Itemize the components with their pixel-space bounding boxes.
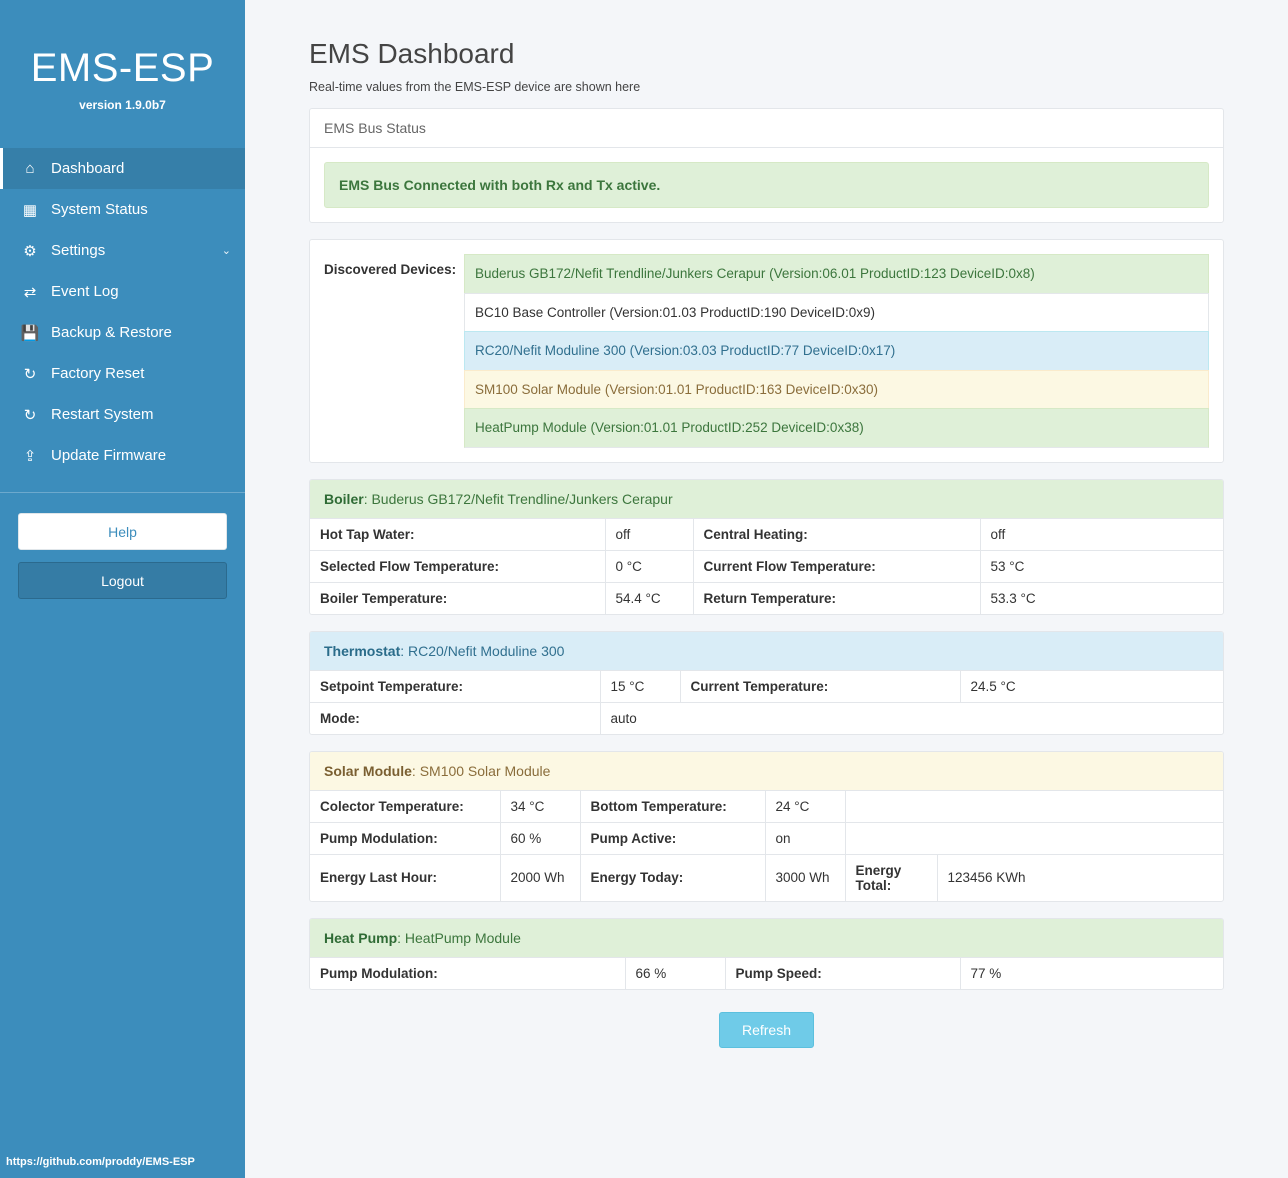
table-row (310, 854, 1223, 901)
row-label: Central Heating: (693, 518, 980, 550)
main-content (245, 0, 1288, 1178)
discovered-devices-label: Discovered Devices: (324, 262, 457, 277)
sidebar-item-label: Event Log (51, 283, 119, 300)
boiler-table (310, 518, 1223, 614)
row-value: auto (600, 702, 1223, 734)
table-row (310, 790, 1223, 822)
solar-header: Solar Module: SM100 Solar Module (310, 752, 1223, 790)
discovered-devices-panel (309, 239, 1224, 463)
row-label: Pump Modulation: (310, 957, 625, 989)
row-label: Current Temperature: (680, 670, 960, 702)
list-item: SM100 Solar Module (Version:01.01 ProductID:163 DeviceID:0x30) (464, 370, 1209, 409)
page-subtitle: Real-time values from the EMS-ESP device are shown here (309, 80, 641, 94)
row-label: Setpoint Temperature: (310, 670, 600, 702)
thermostat-table (310, 670, 1223, 734)
row-label: Energy Today: (580, 854, 765, 901)
sidebar-item-settings[interactable] (0, 230, 245, 271)
row-label: Pump Modulation: (310, 822, 500, 854)
boiler-type: Boiler (324, 490, 364, 507)
list-item: BC10 Base Controller (Version:01.03 ProductID:190 DeviceID:0x9) (464, 293, 1209, 332)
list-item: RC20/Nefit Moduline 300 (Version:03.03 ProductID:77 DeviceID:0x17) (464, 331, 1209, 370)
row-value: 3000 Wh (765, 854, 845, 901)
refresh-row (309, 1012, 1224, 1048)
status-icon: ▦ (22, 201, 38, 219)
row-value: 77 % (960, 957, 1223, 989)
solar-module-panel (309, 751, 1224, 902)
row-label: Hot Tap Water: (310, 518, 605, 550)
list-item: Buderus GB172/Nefit Trendline/Junkers Cerapur (Version:06.01 ProductID:123 DeviceID:0x8) (464, 254, 1209, 293)
sidebar-item-system-status[interactable] (0, 189, 245, 230)
sidebar-item-factory-reset[interactable] (0, 353, 245, 394)
heatpump-type: Heat Pump (324, 929, 398, 946)
sidebar-item-label: Update Firmware (51, 447, 167, 464)
row-label: Current Flow Temperature: (693, 550, 980, 582)
row-value: off (605, 518, 693, 550)
table-row (310, 518, 1223, 550)
row-value: on (765, 822, 845, 854)
sidebar-item-restart-system[interactable] (0, 394, 245, 435)
sidebar-item-label: Dashboard (51, 160, 125, 177)
row-label: Pump Active: (580, 822, 765, 854)
row-label: Bottom Temperature: (580, 790, 765, 822)
thermostat-panel (309, 631, 1224, 735)
refresh-icon: ↻ (23, 365, 37, 383)
table-row (310, 550, 1223, 582)
brand-version: version 1.9.0b7 (79, 98, 166, 112)
restart-icon: ↻ (23, 406, 37, 424)
row-label: Mode: (310, 702, 600, 734)
list-item: HeatPump Module (Version:01.01 ProductID:252 DeviceID:0x38) (464, 408, 1209, 448)
row-value: 0 °C (605, 550, 693, 582)
row-value: 2000 Wh (500, 854, 580, 901)
boiler-panel (309, 479, 1224, 615)
refresh-button[interactable]: Refresh (719, 1012, 814, 1048)
sidebar-item-event-log[interactable] (0, 271, 245, 312)
row-label: Boiler Temperature: (310, 582, 605, 614)
thermostat-header: Thermostat: RC20/Nefit Moduline 300 (310, 632, 1223, 670)
row-value: 123456 KWh (937, 854, 1223, 901)
boiler-header: Boiler: Buderus GB172/Nefit Trendline/Junkers Cerapur (310, 480, 1223, 518)
row-value: 53 °C (980, 550, 1223, 582)
row-label: Pump Speed: (725, 957, 960, 989)
sidebar-item-label: Settings (51, 242, 106, 259)
solar-table (310, 790, 1223, 901)
sidebar-item-label: System Status (51, 201, 148, 218)
table-row (310, 702, 1223, 734)
gear-icon: ⚙ (23, 242, 37, 260)
logout-button[interactable]: Logout (18, 562, 227, 599)
row-label: Return Temperature: (693, 582, 980, 614)
chevron-down-icon: ⌄ (221, 245, 231, 257)
sidebar-item-dashboard[interactable] (0, 148, 245, 189)
sidebar (0, 0, 245, 1178)
row-value: 24 °C (765, 790, 845, 822)
home-icon: ⌂ (25, 160, 35, 177)
row-value: 66 % (625, 957, 725, 989)
sidebar-item-label: Factory Reset (51, 365, 145, 382)
bus-status-alert: EMS Bus Connected with both Rx and Tx active. (324, 162, 1209, 208)
page-title: EMS Dashboard (309, 38, 515, 69)
help-button[interactable]: Help (18, 513, 227, 550)
solar-type: Solar Module (324, 762, 412, 779)
github-link[interactable]: https://github.com/proddy/EMS-ESP (6, 1156, 195, 1168)
solar-name: SM100 Solar Module (419, 762, 551, 779)
exchange-icon: ⇄ (23, 283, 37, 301)
sidebar-actions (0, 493, 245, 599)
brand-block (0, 0, 245, 148)
save-icon: 💾 (20, 324, 40, 342)
discovered-devices-list (464, 254, 1209, 448)
heat-pump-panel (309, 918, 1224, 990)
heatpump-name: HeatPump Module (404, 929, 521, 946)
row-value: 53.3 °C (980, 582, 1223, 614)
upload-icon: ⇪ (23, 447, 37, 465)
table-row (310, 957, 1223, 989)
sidebar-item-update-firmware[interactable] (0, 435, 245, 476)
row-value: 34 °C (500, 790, 580, 822)
table-row (310, 822, 1223, 854)
heatpump-table (310, 957, 1223, 989)
row-label: Energy Last Hour: (310, 854, 500, 901)
table-row (310, 582, 1223, 614)
boiler-name: Buderus GB172/Nefit Trendline/Junkers Cerapur (371, 490, 673, 507)
ems-bus-status-body (310, 148, 1223, 222)
sidebar-item-backup-restore[interactable] (0, 312, 245, 353)
row-value: 60 % (500, 822, 580, 854)
thermostat-name: RC20/Nefit Moduline 300 (408, 642, 565, 659)
row-label: Selected Flow Temperature: (310, 550, 605, 582)
sidebar-nav (0, 148, 245, 493)
brand-title: EMS-ESP (30, 46, 215, 90)
table-row (310, 670, 1223, 702)
row-value: 24.5 °C (960, 670, 1223, 702)
ems-bus-status-panel (309, 108, 1224, 223)
sidebar-item-label: Restart System (51, 406, 154, 423)
row-value: off (980, 518, 1223, 550)
row-value: 15 °C (600, 670, 680, 702)
row-label: Colector Temperature: (310, 790, 500, 822)
row-label: Energy Total: (845, 854, 937, 901)
ems-bus-status-title: EMS Bus Status (310, 109, 1223, 148)
heatpump-header: Heat Pump: HeatPump Module (310, 919, 1223, 957)
sidebar-item-label: Backup & Restore (51, 324, 172, 341)
thermostat-type: Thermostat (324, 642, 401, 659)
row-value: 54.4 °C (605, 582, 693, 614)
